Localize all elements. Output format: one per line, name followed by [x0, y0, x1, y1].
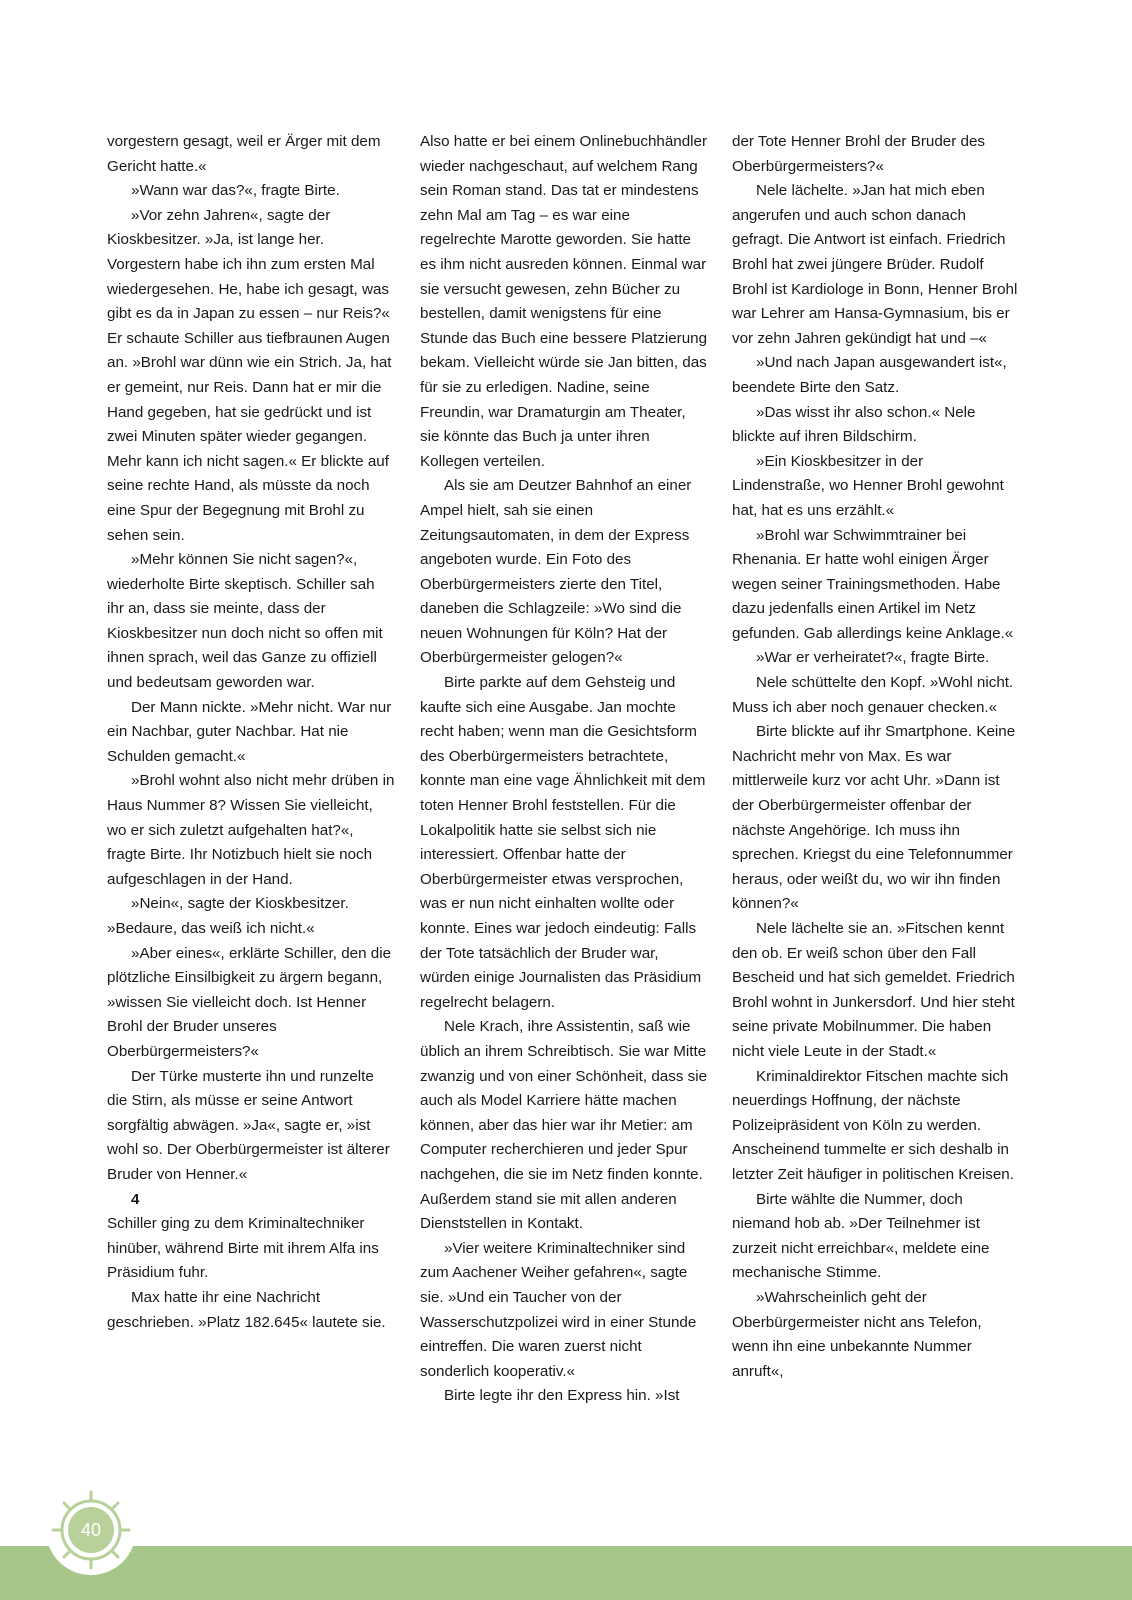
paragraph: »Wann war das?«, fragte Birte. [131, 182, 340, 200]
paragraph: »Brohl wohnt also nicht mehr drüben in Haus Nummer 8? Wissen Sie vielleicht, wo er sich zuletzt aufgehalten hat?«, fragte Birte. Ihr Notizbuch hielt sie noch aufgeschlagen in der Hand. [107, 772, 395, 888]
paragraph: Schiller ging zu dem Kriminaltechniker hinüber, während Birte mit ihrem Alfa ins Präsidium fuhr. [107, 1215, 379, 1282]
paragraph: Max hatte ihr eine Nachricht geschrieben. »Platz 182.645« lautete sie. [107, 1288, 386, 1331]
paragraph: Nele lächelte sie an. »Fitschen kennt den ob. Er weiß schon über den Fall Bescheid und hat sich gemeldet. Friedrich Brohl wohnt in Junkersdorf. Und hier steht seine private Mobilnummer. Die haben nicht viele Leute in der Stadt.« [732, 920, 1015, 1060]
paragraph: »Brohl war Schwimmtrainer bei Rhenania. Er hatte wohl einigen Ärger wegen seiner Trainingsmethoden. Habe dazu jedenfalls einen Artikel im Netz gefunden. Gab allerdings keine Anklage.« [732, 526, 1014, 642]
paragraph: der Tote Henner Brohl der Bruder des Oberbürgermeisters?« [732, 133, 985, 175]
paragraph: Der Türke musterte ihn und runzelte die Stirn, als müsse er seine Antwort sorgfältig abwägen. »Ja«, sagte er, »ist wohl so. Der Oberbürgermeister ist älterer Bruder von Henner.« [107, 1067, 390, 1183]
chapter-heading: 4 [131, 1190, 140, 1208]
paragraph: »Mehr können Sie nicht sagen?«, wiederholte Birte skeptisch. Schiller sah ihr an, dass sie meinte, dass der Kioskbesitzer nun doch nicht so offen mit ihnen sprach, weil das Ganze zu offiziell und bedeutsam geworden war. [107, 551, 383, 692]
page-number-badge [46, 1485, 136, 1575]
paragraph: »Vier weitere Kriminaltechniker sind zum Aachener Weiher gefahren«, sagte sie. »Und ein Taucher von der Wasserschutzpolizei wird in einer Stunde eintreffen. Die waren zuerst nicht sonderlich kooperativ.« [420, 1239, 697, 1380]
paragraph: Birte blickte auf ihr Smartphone. Keine Nachricht mehr von Max. Es war mittlerweile kurz vor acht Uhr. »Dann ist der Oberbürgermeister offenbar der nächste Angehörige. Ich muss ihn sprechen. Kriegst du eine Telefonnummer heraus, oder weißt du, wo wir ihn finden können?« [732, 723, 1016, 913]
text-column-1 [107, 130, 395, 1335]
paragraph: »Wahrscheinlich geht der Oberbürgermeister nicht ans Telefon, wenn ihn eine unbekannte Nummer anruft«, [732, 1288, 982, 1380]
footer-band [0, 1546, 1132, 1600]
paragraph: »Das wisst ihr also schon.« Nele blickte auf ihren Bildschirm. [732, 403, 976, 446]
paragraph: Nele lächelte. »Jan hat mich eben angerufen und auch schon danach gefragt. Die Antwort ist einfach. Friedrich Brohl hat zwei jüngere Brüder. Rudolf Brohl ist Kardiologe in Bonn, Henner Brohl war Lehrer am Hansa-Gymnasium, bis er vor zehn Jahren gekündigt hat und –« [732, 182, 1018, 347]
paragraph: »Aber eines«, erklärte Schiller, den die plötzliche Einsilbigkeit zu ärgern begann, »wissen Sie vielleicht doch. Ist Henner Brohl der Bruder unseres Oberbürgermeisters?« [107, 944, 392, 1060]
paragraph: »Nein«, sagte der Kioskbesitzer. »Bedaure, das weiß ich nicht.« [107, 895, 349, 937]
paragraph: vorgestern gesagt, weil er Ärger mit dem Gericht hatte.« [107, 133, 381, 175]
paragraph: Birte wählte die Nummer, doch niemand hob ab. »Der Teilnehmer ist zurzeit nicht erreichbar«, meldete eine mechanische Stimme. [732, 1190, 990, 1282]
paragraph: Birte legte ihr den Express hin. »Ist [444, 1387, 680, 1405]
text-column-3 [732, 130, 1020, 1384]
text-column-2 [420, 130, 708, 1409]
paragraph: »Ein Kioskbesitzer in der Lindenstraße, wo Henner Brohl gewohnt hat, hat es uns erzählt.« [732, 452, 1004, 519]
paragraph: Also hatte er bei einem Onlinebuchhändler wieder nachgeschaut, auf welchem Rang sein Roman stand. Das tat er mindestens zehn Mal am Tag – es war eine regelrechte Marotte geworden. Sie hatte es ihm nicht ausreden können. Einmal war sie versucht gewesen, zehn Bücher zu bestellen, damit wenigstens für eine Stunde das Buch eine bessere Platzierung bekam. Vielleicht würde sie Jan bitten, das für sie zu erledigen. Nadine, seine Freundin, war Dramaturgin am Theater, sie könnte das Buch ja unter ihren Kollegen verteilen. [420, 133, 708, 470]
paragraph: Birte parkte auf dem Gehsteig und kaufte sich eine Ausgabe. Jan mochte recht haben; wenn man die Gesichtsform des Oberbürgermeisters betrachtete, konnte man eine vage Ähnlichkeit mit dem toten Henner Brohl feststellen. Für die Lokalpolitik hatte sie selbst sich nie interessiert. Offenbar hatte der Oberbürgermeister etwas versprochen, was er nun nicht einhalten wollte oder konnte. Eines war jedoch eindeutig: Falls der Tote tatsächlich der Bruder war, würden einige Journalisten das Präsidium regelrecht belagern. [420, 674, 706, 1011]
paragraph: Nele Krach, ihre Assistentin, saß wie üblich an ihrem Schreibtisch. Sie war Mitte zwanzig und von einer Schönheit, dass sie auch als Model Karriere hätte machen können, aber das hier war ihr Metier: am Computer recherchieren und jeder Spur nachgehen, die sie im Netz finden konnte. Außerdem stand sie mit allen anderen Dienststellen in Kontakt. [420, 1018, 708, 1233]
paragraph: »Und nach Japan ausgewandert ist«, beendete Birte den Satz. [732, 354, 1007, 396]
paragraph: Der Mann nickte. »Mehr nicht. War nur ein Nachbar, guter Nachbar. Hat nie Schulden gemacht.« [107, 698, 392, 765]
paragraph: Kriminaldirektor Fitschen machte sich neuerdings Hoffnung, der nächste Polizeipräsident von Köln zu werden. Anscheinend tummelte er sich deshalb in letzter Zeit häufiger in politischen Kreisen. [732, 1067, 1014, 1183]
page-number: 40 [80, 1520, 102, 1540]
paragraph: Als sie am Deutzer Bahnhof an einer Ampel hielt, sah sie einen Zeitungsautomaten, in dem der Express angeboten wurde. Ein Foto des Oberbürgermeisters zierte den Titel, daneben die Schlagzeile: »Wo sind die neuen Wohnungen für Köln? Hat der Oberbürgermeister gelogen?« [420, 477, 692, 667]
paragraph: »Vor zehn Jahren«, sagte der Kioskbesitzer. »Ja, ist lange her. Vorgestern habe ich ihn zum ersten Mal wiedergesehen. He, habe ich gesagt, was gibt es da in Japan zu essen – nur Reis?« Er schaute Schiller aus tiefbraunen Augen an. »Brohl war dünn wie ein Strich. Ja, hat er gemeint, nur Reis. Dann hat er mir die Hand gegeben, hat sie gedrückt und ist zwei Minuten später wieder gegangen. Mehr kann ich nicht sagen.« Er blickte auf seine rechte Hand, als müsste da noch eine Spur der Begegnung mit Brohl zu sehen sein. [107, 206, 392, 544]
paragraph: »War er verheiratet?«, fragte Birte. [756, 649, 990, 667]
paragraph: Nele schüttelte den Kopf. »Wohl nicht. Muss ich aber noch genauer checken.« [732, 674, 1014, 716]
